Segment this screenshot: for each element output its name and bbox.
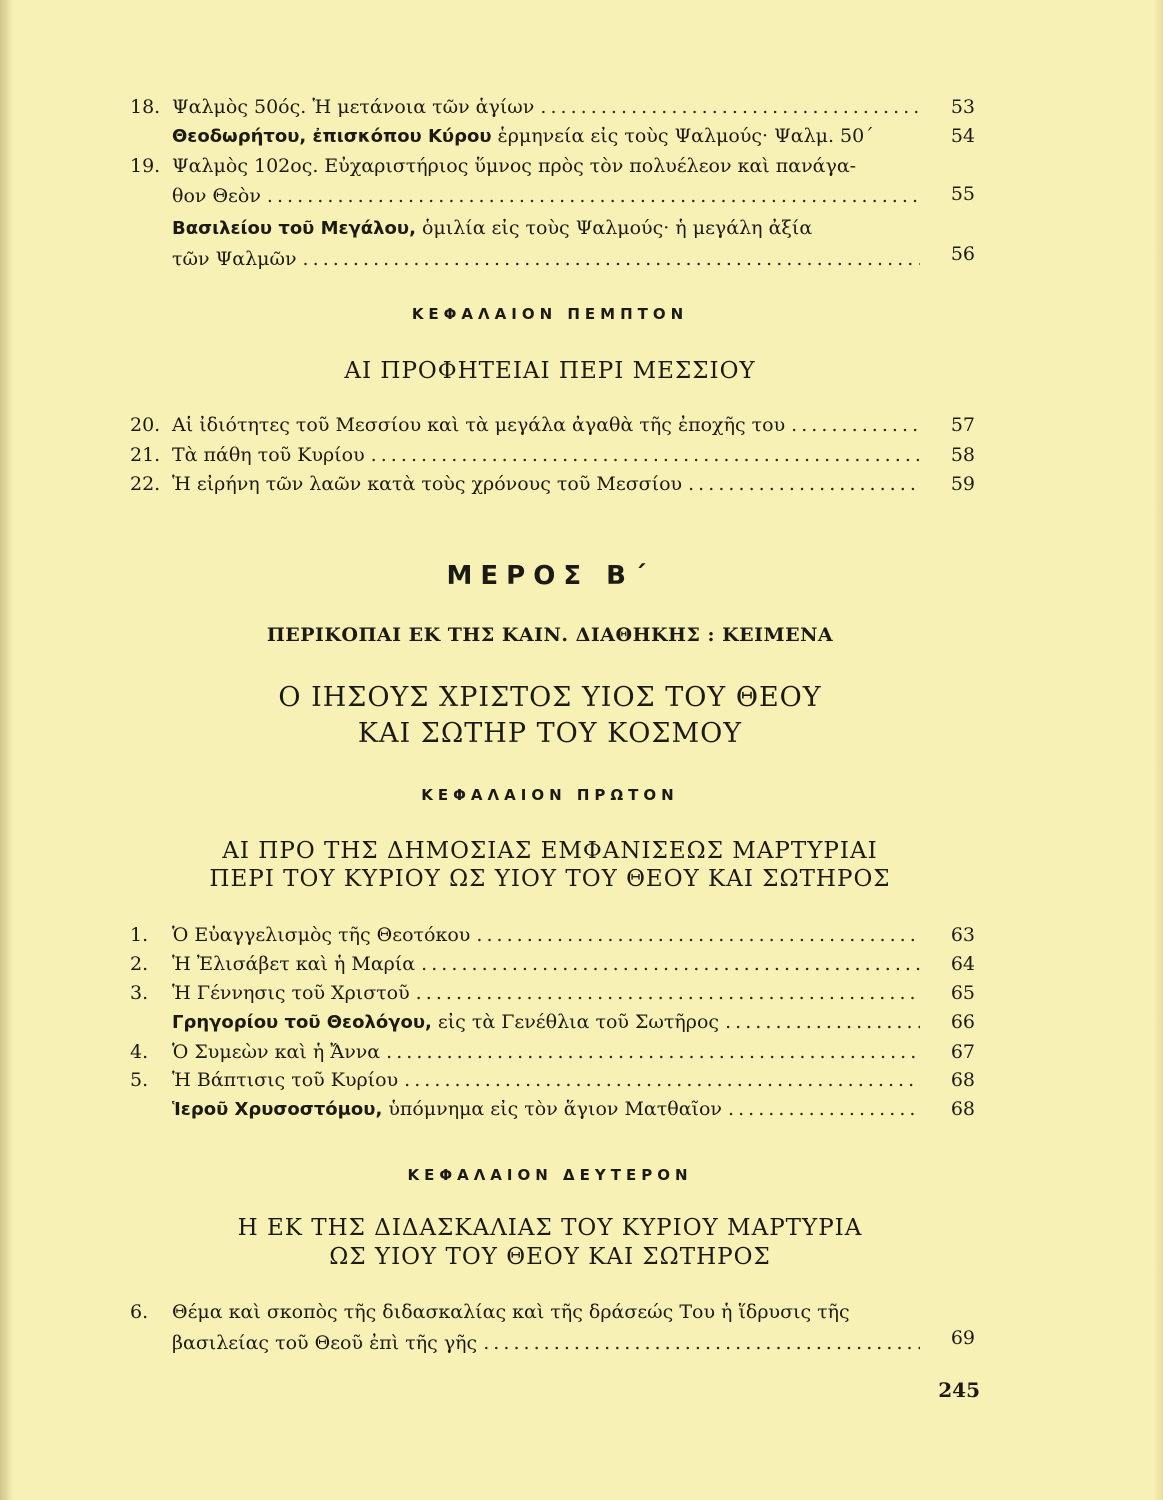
leader-dots bbox=[416, 980, 920, 1006]
entry-number: 3. bbox=[130, 982, 149, 1004]
toc-entry-gregory bbox=[130, 1009, 975, 1035]
entry-number: 2. bbox=[130, 953, 149, 975]
toc-entry-basil bbox=[130, 215, 975, 271]
entry-number: 4. bbox=[130, 1041, 149, 1063]
leader-dots bbox=[476, 922, 920, 948]
part2-title: ΜΕΡΟΣ Β΄ bbox=[446, 561, 654, 591]
entry-title: εἰς τὰ Γενέθλια τοῦ Σωτῆρος bbox=[431, 1011, 720, 1033]
entry-page: 66 bbox=[950, 1011, 975, 1033]
chapter1-title-line2: ΠΕΡΙ ΤΟΥ ΚΥΡΙΟΥ ΩΣ ΥΙΟΥ ΤΟΥ ΘΕΟΥ ΚΑΙ ΣΩΤΗΡΟΣ bbox=[209, 866, 891, 892]
author-name: Γρηγορίου τοῦ Θεολόγου, bbox=[172, 1012, 432, 1033]
entry-page: 65 bbox=[950, 982, 975, 1004]
leader-dots bbox=[303, 246, 920, 272]
entry-title: Ἡ Ἐλισάβετ καὶ ἡ Μαρία bbox=[172, 953, 416, 975]
entry-page: 69 bbox=[950, 1327, 975, 1349]
entry-page: 55 bbox=[950, 183, 975, 205]
page-number: 245 bbox=[938, 1378, 980, 1402]
entry-number: 21. bbox=[130, 444, 161, 466]
entry-title: Ἡ Γέννησις τοῦ Χριστοῦ bbox=[172, 982, 410, 1004]
entry-title: Ἡ Βάπτισις τοῦ Κυρίου bbox=[172, 1069, 399, 1091]
entry-title-line1: Ψαλμὸς 102ος. Εὐχαριστήριος ὕμνος πρὸς τὸν πολυέλεον καὶ πανάγα- bbox=[172, 155, 857, 177]
entry-number: 1. bbox=[130, 924, 149, 946]
entry-title: Τὰ πάθη τοῦ Κυρίου bbox=[172, 444, 365, 466]
entry-page: 53 bbox=[950, 96, 975, 118]
toc-entry-4 bbox=[130, 1039, 975, 1065]
toc-entry-2 bbox=[130, 951, 975, 977]
entry-page: 56 bbox=[950, 243, 975, 265]
leader-dots bbox=[386, 1039, 920, 1065]
author-name: Ἱεροῦ Χρυσοστόμου, bbox=[172, 1099, 383, 1120]
entry-title: Αἱ ἰδιότητες τοῦ Μεσσίου καὶ τὰ μεγάλα ἀγαθὰ τῆς ἐποχῆς του bbox=[172, 414, 786, 436]
entry-page: 68 bbox=[950, 1069, 975, 1091]
leader-dots bbox=[540, 94, 920, 120]
entry-page: 57 bbox=[950, 414, 975, 436]
toc-entry-chrysostom bbox=[130, 1096, 975, 1122]
entry-number: 6. bbox=[130, 1301, 149, 1323]
chapter1-label: ΚΕΦΑΛΑΙΟΝ ΠΡΩΤΟΝ bbox=[421, 786, 679, 804]
leader-dots bbox=[688, 471, 920, 497]
leader-dots bbox=[728, 1096, 920, 1122]
entry-number: 18. bbox=[130, 96, 161, 118]
toc-entry-6 bbox=[130, 1299, 975, 1355]
entry-title: ἑρμηνεία εἰς τοὺς Ψαλμούς· Ψαλμ. 50΄ bbox=[491, 125, 874, 147]
toc-entry-21 bbox=[130, 442, 975, 468]
entry-number: 5. bbox=[130, 1069, 149, 1091]
entry-title: ὑπόμνημα εἰς τὸν ἅγιον Ματθαῖον bbox=[382, 1098, 722, 1120]
entry-title-line2: βασιλείας τοῦ Θεοῦ ἐπὶ τῆς γῆς bbox=[172, 1332, 478, 1354]
toc-entry-20 bbox=[130, 412, 975, 438]
part2-subtitle: ΠΕΡΙΚΟΠΑΙ ΕΚ ΤΗΣ ΚΑΙΝ. ΔΙΑΘΗΚΗΣ : ΚΕΙΜΕΝΑ bbox=[266, 624, 834, 646]
entry-page: 54 bbox=[950, 125, 975, 147]
leader-dots bbox=[791, 412, 920, 438]
entry-page: 68 bbox=[950, 1098, 975, 1120]
entry-page: 59 bbox=[950, 473, 975, 495]
part2-main-title-line1: Ο ΙΗΣΟΥΣ ΧΡΙΣΤΟΣ ΥΙΟΣ ΤΟΥ ΘΕΟΥ bbox=[278, 682, 822, 713]
chapter2-label: ΚΕΦΑΛΑΙΟΝ ΔΕΥΤΕΡΟΝ bbox=[407, 1166, 693, 1184]
leader-dots bbox=[371, 442, 920, 468]
chapter2-title-line1: Η ΕΚ ΤΗΣ ΔΙΔΑΣΚΑΛΙΑΣ ΤΟΥ ΚΥΡΙΟΥ ΜΑΡΤΥΡΙΑ bbox=[237, 1215, 863, 1241]
entry-page: 64 bbox=[950, 953, 975, 975]
leader-dots bbox=[483, 1330, 920, 1356]
part2-main-title-line2: ΚΑΙ ΣΩΤΗΡ ΤΟΥ ΚΟΣΜΟΥ bbox=[357, 718, 743, 749]
toc-entry-1 bbox=[130, 922, 975, 948]
toc-entry-19 bbox=[130, 153, 975, 209]
toc-entry-theodoret bbox=[130, 123, 975, 149]
toc-entry-22 bbox=[130, 471, 975, 497]
entry-title: Ψαλμὸς 50ός. Ἡ μετάνοια τῶν ἁγίων bbox=[172, 96, 535, 118]
leader-dots bbox=[421, 951, 920, 977]
entry-number: 22. bbox=[130, 473, 161, 495]
toc-entry-3 bbox=[130, 980, 975, 1006]
toc-entry-5 bbox=[130, 1067, 975, 1093]
entry-page: 58 bbox=[950, 444, 975, 466]
chapter1-title-line1: ΑΙ ΠΡΟ ΤΗΣ ΔΗΜΟΣΙΑΣ ΕΜΦΑΝΙΣΕΩΣ ΜΑΡΤΥΡΙΑΙ bbox=[222, 838, 878, 864]
leader-dots bbox=[404, 1067, 920, 1093]
entry-number: 19. bbox=[130, 155, 161, 177]
entry-title-line1: Θέμα καὶ σκοπὸς τῆς διδασκαλίας καὶ τῆς δράσεώς Του ἡ ἵδρυσις τῆς bbox=[172, 1301, 850, 1323]
author-name: Βασιλείου τοῦ Μεγάλου, bbox=[172, 218, 416, 239]
entry-page: 67 bbox=[950, 1041, 975, 1063]
entry-title-line2: τῶν Ψαλμῶν bbox=[172, 248, 297, 270]
entry-number: 20. bbox=[130, 414, 161, 436]
entry-title-line2: θον Θεὸν bbox=[172, 185, 261, 207]
entry-title-line1: ὁμιλία εἰς τοὺς Ψαλμούς· ἡ μεγάλη ἀξία bbox=[415, 217, 813, 239]
page-edge bbox=[1153, 0, 1163, 1500]
chapter5-label: ΚΕΦΑΛΑΙΟΝ ΠΕΜΠΤΟΝ bbox=[411, 305, 689, 323]
entry-page: 63 bbox=[950, 924, 975, 946]
entry-title: Ἡ εἰρήνη τῶν λαῶν κατὰ τοὺς χρόνους τοῦ Μεσσίου bbox=[172, 473, 683, 495]
author-name: Θεοδωρήτου, ἐπισκόπου Κύρου bbox=[172, 126, 492, 147]
chapter2-title-line2: ΩΣ ΥΙΟΥ ΤΟΥ ΘΕΟΥ ΚΑΙ ΣΩΤΗΡΟΣ bbox=[329, 1244, 771, 1270]
leader-dots bbox=[725, 1009, 920, 1035]
chapter5-title: ΑΙ ΠΡΟΦΗΤΕΙΑΙ ΠΕΡΙ ΜΕΣΣΙΟΥ bbox=[344, 358, 756, 384]
leader-dots bbox=[267, 183, 920, 209]
entry-title: Ὁ Συμεὼν καὶ ἡ Ἄννα bbox=[172, 1041, 381, 1063]
toc-entry-18 bbox=[130, 94, 975, 120]
entry-title: Ὁ Εὐαγγελισμὸς τῆς Θεοτόκου bbox=[172, 924, 471, 946]
